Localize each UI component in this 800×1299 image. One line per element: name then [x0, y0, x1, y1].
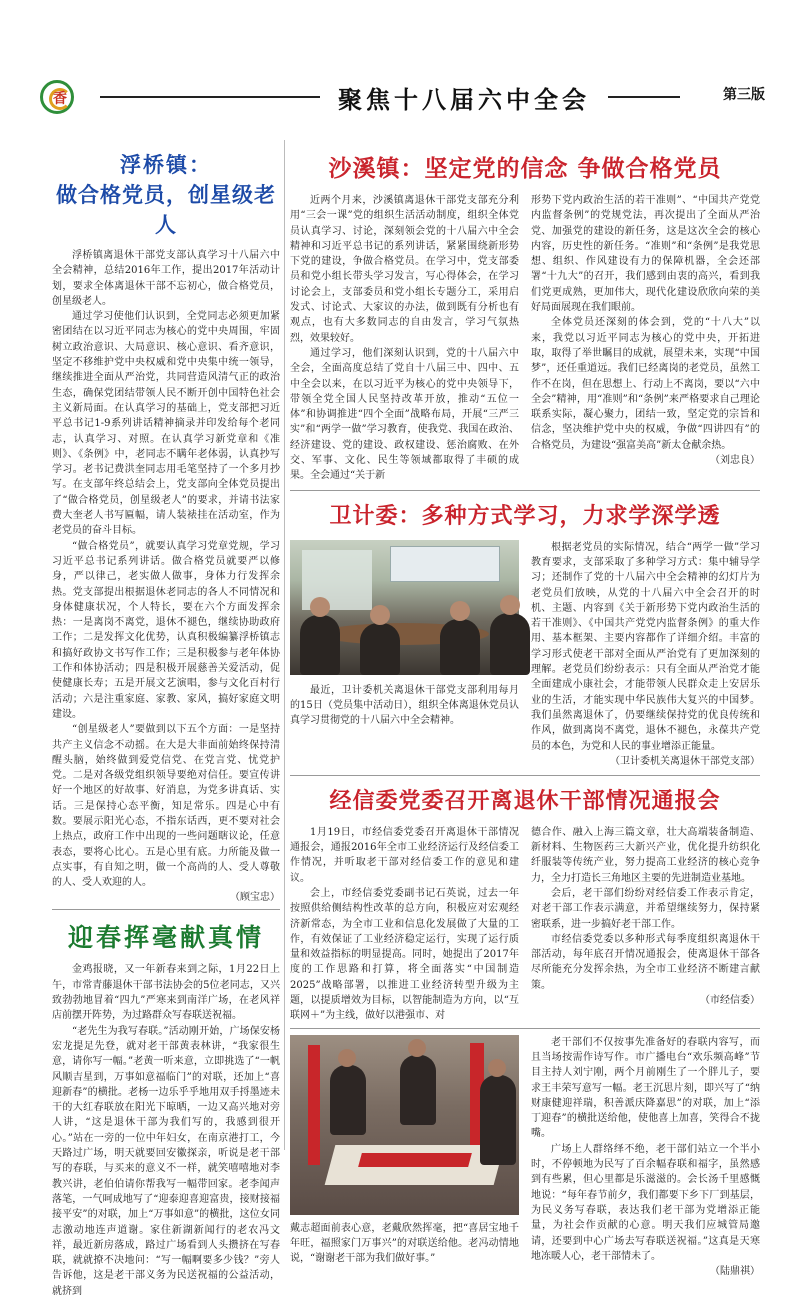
edition-label: 第三版	[723, 87, 765, 103]
shaxi-article	[290, 193, 760, 484]
fuqiao-article-body	[52, 248, 280, 890]
photo-person	[440, 619, 480, 675]
spring-headline: 迎春挥毫献真情	[67, 923, 264, 953]
photo-head	[450, 601, 470, 621]
paragraph: 全体党员还深刻的体会到，党的“十八大”以来，我党以习近平同志为核心的党中央，开拓进取，取得了举世瞩目的成就，展望未来，实现“中国梦”，还任重道远。我们已经离岗的老党员，虽然工作不在岗，但在思想上、行动上不离岗，要以“六中全会”精神，用“准则”和“条例”来严格要求自己理论联系实际，凝心聚力，团结一致，坚定党的宗旨和信念，坚决维护党中央的权威，争做“四讲四有”的合格党员，为建设“强富美高”新太仓献余热。	[531, 317, 760, 451]
paragraph: 1月19日，市经信委党委召开离退休干部情况通报会，通报2016年全市工业经济运行及经信委工作情况，并听取老干部对经信委工作的意见和建议。	[290, 826, 519, 884]
section-rule	[290, 490, 760, 491]
photo-head	[408, 1039, 426, 1057]
paragraph: 近两个月来，沙溪镇离退休干部党支部充分利用“三会一课”党的组织生活活动制度，组织全体党员认真学习、讨论，深刻领会党的十八届六中全会精神和习近平总书记的系列讲话，紧紧围绕新形势下党的建设，争做合格党员。在学习中，党支部委员和党小组长带头学习发言，写心得体会，在学习讨论会上，支部委员和党小组长专题分工，采用启发式、讨论式、大家议的办法，做到既有分析也有观点，也有大多数同志的自由发言，学习气氛热烈，效果较好。	[290, 195, 519, 344]
section-rule	[290, 775, 760, 776]
weijiwei-text	[531, 540, 760, 769]
spring-article-body	[52, 962, 280, 1299]
couplet-caption	[290, 1221, 519, 1266]
paragraph: 浮桥镇离退休干部党支部认真学习十八届六中全会精神，总结2016年工作，提出2017年活动计划，要求全体离退休干部不忘初心，做合格党员，创星级老人。	[52, 250, 280, 307]
photo-person	[400, 1055, 436, 1125]
paragraph: 会后，老干部们纷纷对经信委工作表示肯定，对老干部工作表示满意，并希望继续努力，保持紧密联系，进一步搞好老干部工作。	[531, 887, 760, 930]
jingxinwei-col1	[290, 825, 519, 1024]
paragraph: “做合格党员”，就要认真学习党章党规，学习习近平总书记系列讲话。做合格党员就要严以修身，严以律己，老实做人做事，身体力行发挥余热。党支部提出根据退休老同志的各人不同情况和身体健康状况，个人特长，要在六个方面发挥余热：一是离岗不离党，退休不褪色，继续协助政府工作；二是发挥文化优势，认真积极编纂浮桥镇志和搞好政协文书写作工作；三是积极参与老年体协工作和体协活动；四是积极开展慈善关爱活动，促使健康长寿；五是开展文艺演唱，参与文化百村行活动；六是注重家庭、家教、家风，搞好家庭文明建设。	[52, 540, 280, 720]
jingxinwei-signature: （市经信委）	[700, 995, 760, 1007]
right-column	[290, 130, 760, 1278]
photo-person	[300, 615, 340, 675]
photo-person	[480, 1075, 516, 1165]
photo-head	[310, 597, 330, 617]
meeting-photo	[290, 540, 519, 675]
couplet-photo-block	[290, 1035, 519, 1279]
fuqiao-headline-line2: 做合格党员，创星级老人	[56, 183, 276, 237]
photo-head	[488, 1059, 506, 1077]
jingxinwei-col2	[531, 825, 760, 1024]
paragraph: 通过学习，他们深刻认识到，党的十八届六中全会，全面高度总结了党自十八届三中、四中、五中全会以来，在以习近平为核心的党中央领导下，带领全党全国人民坚持改革开放，推动“五位一体”和协调推进“四个全面”战略布局，开展“三严三实”和“两学一做”学习教育，使我党、我国在政治、经济建设、党的建设、政权建设、惩治腐败、在外交、军事、文化、民生等领域都取得了丰硕的成果。全会通过“关于新	[290, 347, 519, 482]
shaxi-headline: 沙溪镇：坚定党的信念 争做合格党员	[328, 156, 722, 182]
caption-text: 最近，卫计委机关离退休干部党支部利用每月的15日（党员集中活动日），组织全体离退休党员认真学习贯彻党的十八届六中全会精神。	[290, 684, 519, 726]
paragraph: 通过学习使他们认识到，全党同志必须更加紧密团结在以习近平同志为核心的党中央周围，牢固树立政治意识、大局意识、核心意识、看齐意识，坚定不移维护党中央权威和党中央集中统一领导，继续推进全面从严治党，共同营造风清气正的政治生态，确保党团结带领人民不断开创中国特色社会主义新局面。在认真学习的基础上，党支部把习近平总书记1-9系列讲话精神摘录并印发给每个老同志，认真学习、对照。在认真学习新党章和《准则》、《条例》中，老同志不瞒年老体弱，认真抄写学习。老书记费洪奎同志用毛笔坚持了一个多月抄写。在支部年终总结会上，党支部向全体党员提出了“做合格党员，创星级老人”的要求，并请书法家费大奎老人书写匾幅，请人装裱挂在活动室，作为老党员的奋斗目标。	[52, 311, 280, 537]
fuqiao-headline-line1: 浮桥镇：	[120, 153, 212, 177]
section-rule	[52, 909, 280, 910]
paragraph: 金鸡报晓，又一年新春来到之际，1月22日上午，市常青藤退休干部书法协会的5位老同志，又兴致勃勃地冒着“四九”严寒来到南洋广场，在老风祥店前摆开阵势，为过路群众写春联送祝福。	[52, 964, 280, 1022]
paragraph: “创星级老人”要做到以下五个方面：一是坚持共产主义信念不动摇。在大是大非面前始终保持清醒头脑，始终做到爱党信党、在党言党、忧党护党。二是对各级党组织领导要绝对信任。要宣传讲好一个地区的好故事、好消息，为党多讲真话、实话。三是保持心态平衡，知足常乐。四是心中有数。要展示阳光心态，不指东话西，更不要对社会上热点，政府工作中出现的一些问题瞎议论，任意表态，要将心比心。五是心里有底。力所能及做一点实事，有自知之明，做一个高尚的人、受人尊敬的人、受人欢迎的人。	[52, 724, 280, 889]
photo-head	[500, 595, 520, 615]
paragraph: 广场上人群络绎不绝，老干部们站立一个半小时，不停顿地为民写了百余幅春联和福字，虽然感到有些累，但心里都是乐滋滋的。会长汤千里感慨地说：“每年春节前夕，我们都要下乡下厂到基层，为民义务写春联，表达我们老干部为党增添正能量，为社会作贡献的心意。明天我们应城管局邀请，还要到中心广场去写春联送祝福。”这真是天寒地冻暖人心，老干部情未了。	[531, 1143, 760, 1262]
section-title: 聚焦十八届六中全会	[320, 80, 608, 115]
jingxinwei-article	[290, 825, 760, 1024]
couplet-photo	[290, 1035, 519, 1215]
paragraph: 会上，市经信委党委副书记石英说，过去一年按照供给侧结构性改革的总方向，积极应对宏观经济新常态，为全市工业和信息化发展做了大量的工作，有效保证了工业经济稳定运行，实现了运行质量和效益指标的明显提高。同时，她提出了2017年度的工作思路和打算，将全面落实“中国制造2025”战略部署，以推进工业经济转型升级为主题，以提质增效为目标，以智能制造为方向，以“互联网＋”为主线，做好以港强市、对	[290, 887, 519, 1022]
photo-red-couplet	[308, 1045, 320, 1165]
paragraph: 老干部们不仅按事先准备好的春联内容写，而且当场按需作诗写作。市广播电台“欢乐频高峰”节目主持人刘宁刚，两个月前刚生了一个胖儿子，要求王丰荣写意写一幅。老王沉思片刻，即兴写了“纳财康健迎祥瑞，积善派庆降嘉思”的对联，加上“添丁迎春”的横批送给他，使他喜上加喜，笑得合不拢嘴。	[531, 1036, 760, 1140]
weijiwei-article	[290, 540, 760, 769]
section-rule	[290, 1028, 760, 1029]
left-column	[52, 130, 280, 1297]
weijiwei-headline: 卫计委：多种方式学习，力求学深学透	[329, 503, 721, 529]
continuation-signature: （陆鼎祺）	[710, 1266, 760, 1278]
photo-head	[338, 1049, 356, 1067]
masthead	[40, 80, 765, 120]
caption-text: 戴志超面前表心意，老戴欣然挥毫，把“喜居宝地千年旺，福照家门万事兴”的对联送给他。老冯动情地说，“谢谢老干部为我们做好事。”	[290, 1222, 519, 1264]
weijiwei-caption	[290, 683, 519, 728]
paragraph: 市经信委党委以多种形式每季度组织离退休干部活动，每年底召开情况通报会，使离退休干部各尽所能充分发挥余热，为全市工业经济不断建言献策。	[531, 933, 760, 991]
photo-person	[490, 613, 530, 675]
photo-red-paper	[358, 1153, 472, 1167]
newspaper-logo-icon	[40, 80, 74, 114]
column-divider	[284, 140, 285, 1150]
weijiwei-photo-block	[290, 540, 519, 769]
paragraph: “老先生为我写春联。”活动刚开始，广场保安杨宏龙提足先登，就对老干部黄表林讲，“我家很生意，请你写一幅。”老黄一听来意，立即挑选了“一帆风顺吉星到，万事如意福临门”的对联，还加上“喜迎新春”的横批。老杨一边乐乎乎地用双手捋墨迹未干的大红春联放在阳光下晾晒，一边又高兴地对旁人讲，“这是退休干部为我们写的，我感到很开心。”站在一旁的一位中年妇女，在南京港打工，今天路过广场，明天就要回安徽探亲，听说是老干部写的春联，与买来的意义不一样，就笑嘻嘻地对李教兴讲，老伯伯请你帮我写一幅带回家。老李闻声落笔，一气呵成地写了“迎泰迎喜迎富贵，接财接福接平安”的对联，加上“万事如意”的横批，这位女同志激动地连声道谢。家住新湖新闻行的老农冯文祥，最近新房落成，路过广场看到人头攒挤在写春联，就就撩不决地问：“写一幅啊要多少钱？”旁人告诉他，这是老干部义务为民送祝福的公益活动，就挤到	[52, 1025, 280, 1297]
photo-person	[330, 1065, 366, 1135]
shaxi-signature: （刘忠良）	[710, 455, 760, 467]
paragraph: 德合作、融入上海三篇文章，壮大高端装备制造、新材料、生物医药三大新兴产业，优化提升纺织化纤服装等传统产业，努力提高工业经济的核心竞争力，全力打造长三角地区主要的先进制造业基地。	[531, 826, 760, 884]
jingxinwei-headline: 经信委党委召开离退休干部情况通报会	[329, 788, 721, 814]
spring-continuation	[290, 1035, 760, 1279]
fuqiao-signature: （顾宝忠）	[230, 892, 280, 904]
photo-head	[370, 605, 390, 625]
shaxi-col1	[290, 193, 519, 484]
shaxi-col2	[531, 193, 760, 484]
continuation-text	[531, 1035, 760, 1279]
logo-text: 香	[53, 91, 67, 107]
photo-banner	[390, 546, 500, 582]
photo-person	[360, 623, 400, 675]
paragraph: 形势下党内政治生活的若干准则”、“中国共产党党内监督条例”的党规党法，再次提出了全面从严治党、加强党的建设的新任务，这是这次全会的核心内容，历史性的新任务。“准则”和“条例”是我党思想、组织、作风建设有力的保障机器，全会还部署“十九大”的召开，我们感到由衷的高兴，看到我们党更成熟，更加伟大，现代化建设欣欣向荣的美好局面展现在我们眼前。	[531, 195, 760, 314]
paragraph: 根据老党员的实际情况，结合“两学一做”学习教育要求，支部采取了多种学习方式：集中辅导学习；还制作了党的十八届六中全会精神的幻灯片为老党员们放映，从党的十八届六中全会召开的时机、主题、内容到《关于新形势下党内政治生活的若干准则》、《中国共产党党内监督条例》的重大作用、基本框架、主要内容都作了详细介绍。丰富的学习形式使老干部对全面从严治党有了更加深刻的理解。老党员们纷纷表示：只有全面从严治党才能全面建成小康社会，才能带领人民群众走上安居乐业的生活，才能实现中华民族伟大复兴的中国梦。我们虽然离退休了，仍要继续保持党的优良传统和作风，做到离岗不离党，退休不褪色，永葆共产党员的本色，为党和人民的事业增添正能量。	[531, 541, 760, 752]
fuqiao-headline	[52, 150, 280, 240]
weijiwei-signature: （卫计委机关离退休干部党支部）	[610, 755, 760, 767]
